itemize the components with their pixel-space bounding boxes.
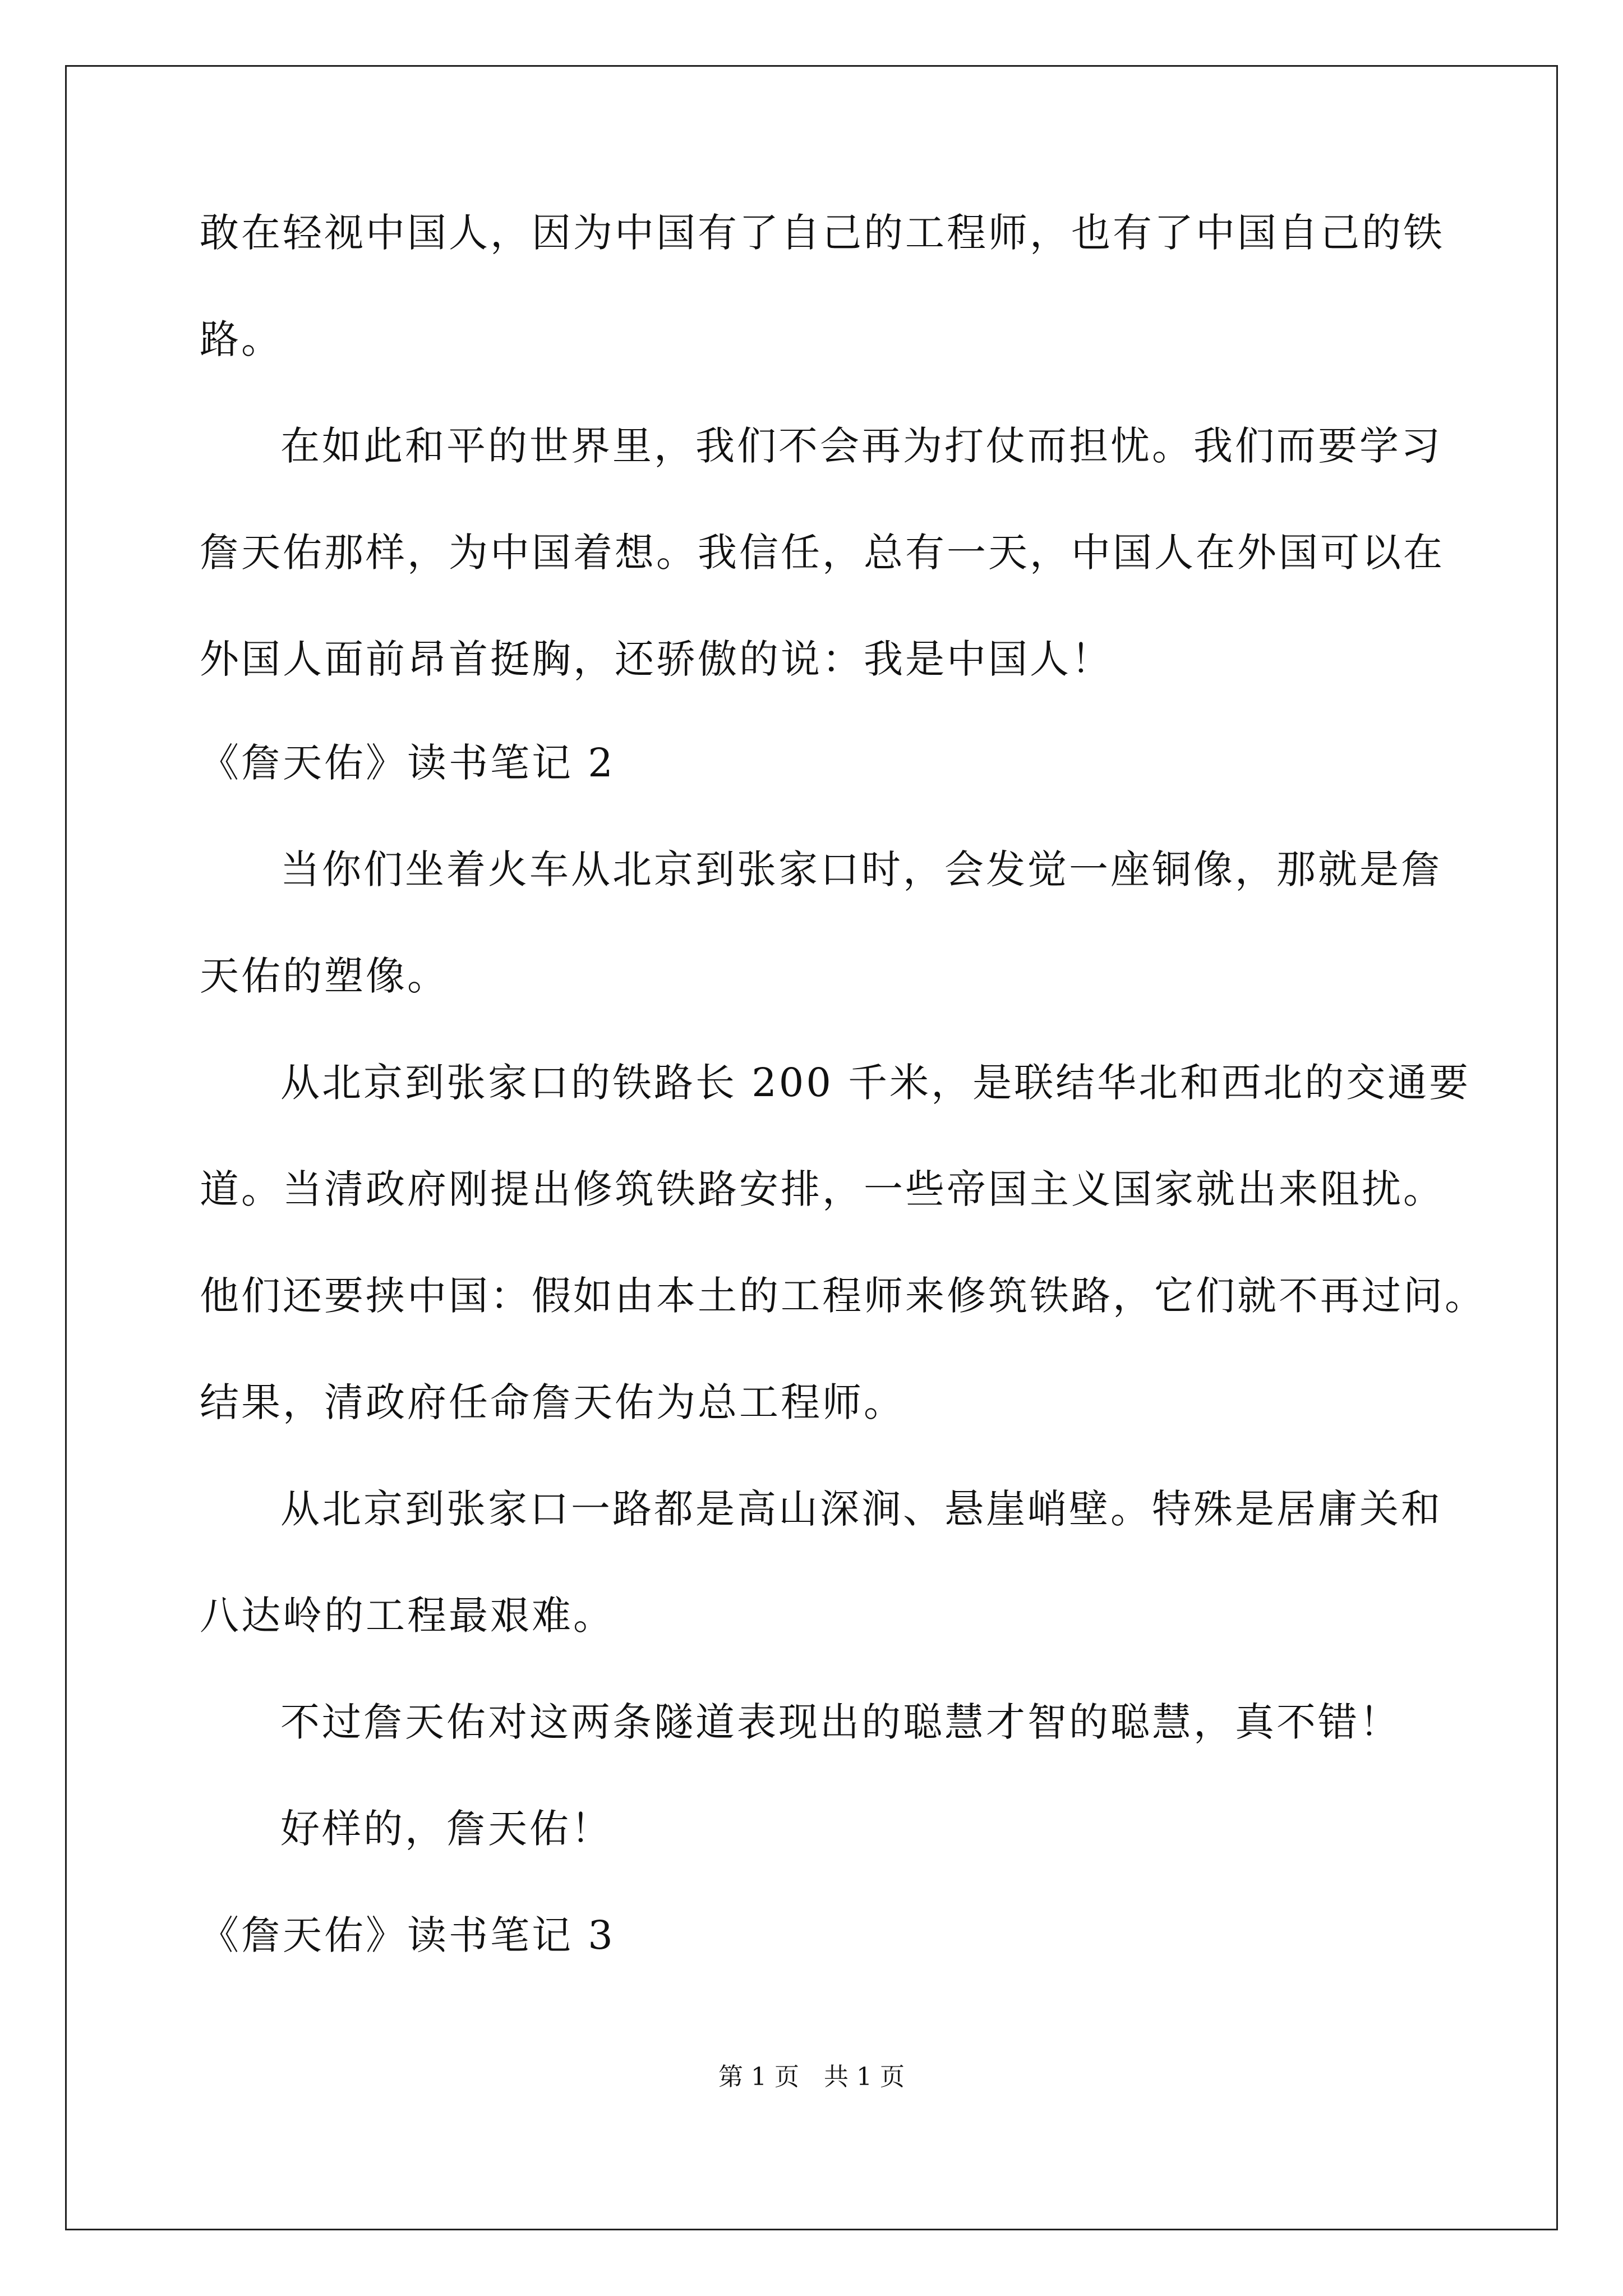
paragraph-line: 从北京到张家口的铁路长 200 千米，是联结华北和西北的交通要 bbox=[280, 1060, 1471, 1106]
paragraph-line: 外国人面前昂首挺胸，还骄傲的说：我是中国人！ bbox=[200, 636, 1113, 682]
paragraph-line: 他们还要挟中国：假如由本土的工程师来修筑铁路，它们就不再过问。 bbox=[200, 1273, 1486, 1319]
section-heading: 《詹天佑》读书笔记 2 bbox=[200, 740, 615, 786]
paragraph-line: 结果，清政府任命詹天佑为总工程师。 bbox=[200, 1379, 905, 1425]
paragraph-line: 从北京到张家口一路都是高山深涧、悬崖峭壁。特殊是居庸关和 bbox=[280, 1486, 1442, 1532]
paragraph-line: 路。 bbox=[200, 316, 283, 362]
paragraph-line: 詹天佑那样，为中国着想。我信任，总有一天，中国人在外国可以在 bbox=[200, 530, 1445, 576]
page-footer: 第 1 页 共 1 页 bbox=[718, 2063, 905, 2091]
paragraph-line: 道。当清政府刚提出修筑铁路安排，一些帝国主义国家就出来阻扰。 bbox=[200, 1166, 1445, 1212]
paragraph-line: 天佑的塑像。 bbox=[200, 953, 449, 999]
paragraph-line: 八达岭的工程最艰难。 bbox=[200, 1593, 615, 1639]
paragraph-line: 好样的，詹天佑！ bbox=[280, 1806, 612, 1852]
paragraph-line: 敢在轻视中国人，因为中国有了自己的工程师，也有了中国自己的铁 bbox=[200, 210, 1445, 256]
paragraph-line: 在如此和平的世界里，我们不会再为打仗而担忧。我们而要学习 bbox=[280, 423, 1442, 469]
page-border bbox=[65, 65, 1558, 2230]
section-heading: 《詹天佑》读书笔记 3 bbox=[200, 1912, 615, 1958]
paragraph-line: 不过詹天佑对这两条隧道表现出的聪慧才智的聪慧，真不错！ bbox=[280, 1699, 1401, 1745]
paragraph-line: 当你们坐着火车从北京到张家口时，会发觉一座铜像，那就是詹 bbox=[280, 846, 1442, 892]
